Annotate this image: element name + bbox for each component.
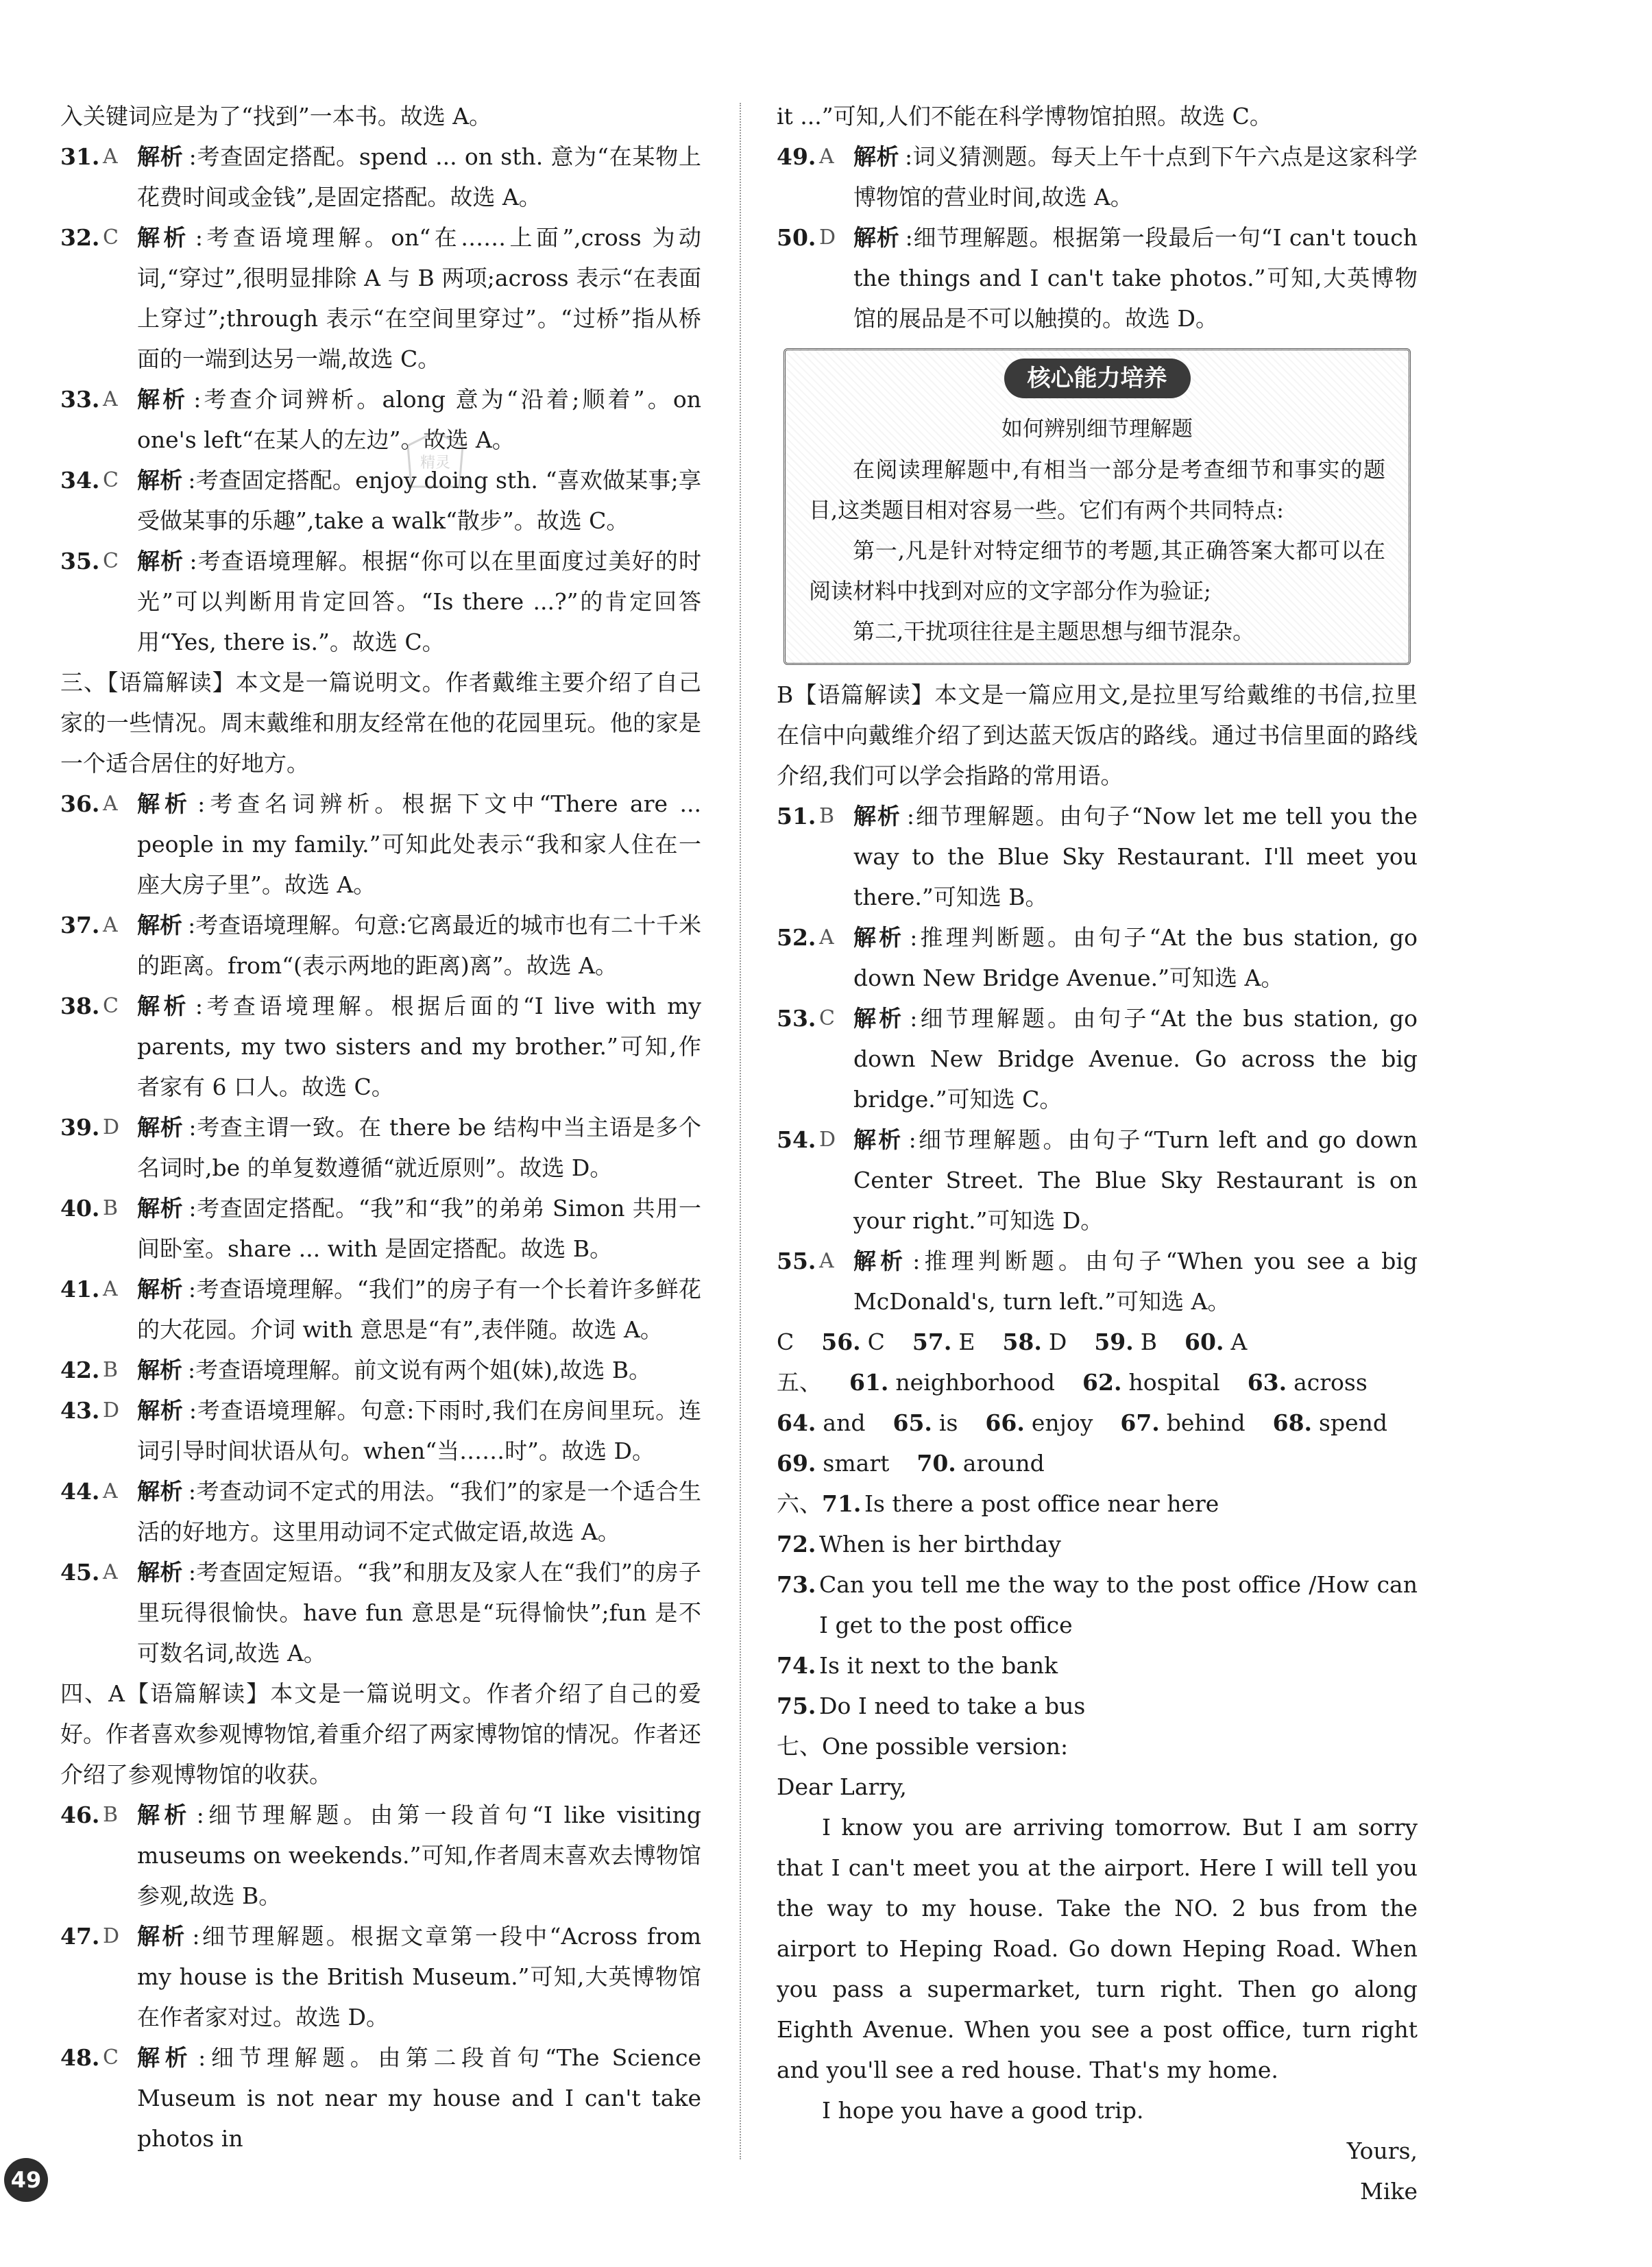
question-number: 64. <box>777 1409 816 1436</box>
explanation-label: 解析 <box>137 912 183 938</box>
explanation-text: :推理判断题。由句子“At the bus station, go down New Bridge Avenue.”可知选 A。 <box>853 924 1418 991</box>
explanation <box>137 986 701 1107</box>
short-answer <box>916 1443 1044 1483</box>
short-answer <box>849 1362 1055 1403</box>
question-item <box>60 784 701 905</box>
short-answer <box>912 1322 975 1362</box>
explanation <box>137 1269 701 1350</box>
short-answer <box>892 1403 958 1443</box>
answer-letter: D <box>103 1924 120 1948</box>
explanation-text: :考查语境理解。on“在……上面”,cross 为动词,“穿过”,很明显排除 A 与 B 两项;across 表示“在表面上穿过”;through 表示“在空间里穿过”。“过桥”指从桥面的一端到达另一端,故选 C。 <box>137 224 701 372</box>
question-number: 40. <box>60 1195 100 1222</box>
explanation-text: :考查介词辨析。along 意为“沿着;顺着”。on one's left“在某人的左边”。故选 A。 <box>137 386 702 453</box>
explanation-text: :考查名词辨析。根据下文中“There are ... people in my family.”可知此处表示“我和家人住在一座大房子里”。故选 A。 <box>137 790 702 898</box>
question-number: 50. <box>777 224 816 251</box>
answer-text: behind <box>1166 1409 1246 1436</box>
question-item <box>60 905 701 986</box>
explanation-text: :考查固定搭配。“我”和“我”的弟弟 Simon 共用一间卧室。share ... with 是固定搭配。故选 B。 <box>137 1195 702 1262</box>
question-number: 56. <box>821 1329 861 1355</box>
question-item <box>777 217 1418 339</box>
tip-badge: 核心能力培养 <box>1004 359 1191 398</box>
answer-letter: A <box>103 792 118 816</box>
short-answer <box>1248 1362 1368 1403</box>
question-number: 65. <box>892 1409 932 1436</box>
question-item <box>60 1107 701 1188</box>
right-column <box>777 96 1418 2211</box>
part3-list <box>60 784 701 1673</box>
question-number: 37. <box>60 912 100 938</box>
partB-heading: B【语篇解读】本文是一篇应用文,是拉里写给戴维的书信,拉里在信中向戴维介绍了到达蓝天饭店的路线。通过书信里面的路线介绍,我们可以学会指路的常用语。 <box>777 681 1418 789</box>
explanation-label: 解析 <box>137 1559 183 1586</box>
explanation <box>853 796 1418 917</box>
part7-heading: 七、One possible version: <box>777 1733 1069 1760</box>
question-number: 63. <box>1247 1369 1287 1396</box>
explanation <box>137 1188 701 1269</box>
question-item <box>777 796 1418 917</box>
question-item <box>60 1916 701 2037</box>
question-number: 57. <box>912 1329 952 1355</box>
question-number: 58. <box>1002 1329 1042 1355</box>
short-answer <box>777 1403 865 1443</box>
section-prefix: 六、 <box>777 1490 822 1517</box>
short-answer <box>1094 1322 1157 1362</box>
sentence-answer <box>777 1483 1418 1524</box>
explanation-text: :细节理解题。由第一段首句“I like visiting museums on weekends.”可知,作者周末喜欢去博物馆参观,故选 B。 <box>137 1802 701 1909</box>
part4b-list <box>777 136 1418 339</box>
question-number: 47. <box>60 1923 100 1950</box>
explanation-text: :细节理解题。由句子“Now let me tell you the way to the Blue Sky Restaurant. I'll meet you there.”可知选 B。 <box>853 803 1418 910</box>
answer-letter: A <box>103 1277 118 1301</box>
letter-paragraph-2: I hope you have a good trip. <box>822 2097 1144 2124</box>
explanation-text: :词义猜测题。每天上午十点到下午六点是这家科学博物馆的营业时间,故选 A。 <box>853 143 1418 210</box>
question-number: 35. <box>60 548 100 574</box>
explanation-text: :考查语境理解。句意:它离最近的城市也有二十千米的距离。from“(表示两地的距离)离”。故选 A。 <box>137 912 701 979</box>
explanation <box>137 1350 701 1390</box>
question-number: 48. <box>60 2044 100 2071</box>
question-item <box>777 998 1418 1119</box>
answer-letter: C <box>103 2046 119 2070</box>
question-number: 51. <box>777 803 816 829</box>
question-item <box>60 379 701 460</box>
explanation-label: 解析 <box>137 1397 184 1424</box>
explanation <box>137 784 701 905</box>
answer-text: hospital <box>1128 1369 1220 1396</box>
sentence-answer <box>777 1645 1418 1686</box>
answer-text: and <box>823 1409 866 1436</box>
question-number: 61. <box>849 1369 889 1396</box>
explanation <box>137 217 701 379</box>
short-answer <box>1185 1322 1247 1362</box>
explanation-text: :细节理解题。由句子“At the bus station, go down New Bridge Avenue. Go across the big bridge.”可知选 C。 <box>853 1005 1418 1113</box>
explanation-label: 解析 <box>137 548 184 574</box>
question-number: 74. <box>777 1652 816 1679</box>
letter-signature: Mike <box>1360 2178 1418 2205</box>
answer-letter: B <box>819 804 835 828</box>
explanation-text: :细节理解题。由句子“Turn left and go down Center Street. The Blue Sky Restaurant is on your right.”可知选 D。 <box>853 1126 1418 1234</box>
short-answer <box>1082 1362 1220 1403</box>
short-answer <box>985 1403 1093 1443</box>
question-number: 43. <box>60 1397 100 1424</box>
explanation-label: 解析 <box>137 386 189 413</box>
question-number: 68. <box>1272 1409 1313 1436</box>
answer-letter: A <box>819 1249 834 1273</box>
short-answer <box>821 1322 885 1362</box>
answer-text: enjoy <box>1031 1409 1093 1436</box>
answer-letter: C <box>103 549 119 573</box>
explanation-label: 解析 <box>853 1005 905 1032</box>
short-answer <box>777 1443 889 1483</box>
answer-text: Do I need to take a bus <box>819 1693 1086 1719</box>
explanation-text: :考查语境理解。根据后面的“I live with my parents, my two sisters and my brother.”可知,作者家有 6 口人。故选 C。 <box>137 993 701 1100</box>
answer-text: spend <box>1319 1409 1388 1436</box>
explanation-label: 解析 <box>137 2044 193 2071</box>
question-number: 41. <box>60 1276 100 1302</box>
answer-text: B <box>1140 1329 1158 1355</box>
continuation-line: it ...”可知,人们不能在科学博物馆拍照。故选 C。 <box>777 103 1272 130</box>
explanation <box>853 136 1418 217</box>
explanation-text: :推理判断题。由句子“When you see a big McDonald's, turn left.”可知选 A。 <box>853 1248 1418 1315</box>
answer-text: around <box>962 1450 1045 1477</box>
explanation-text: :考查固定搭配。enjoy doing sth. “喜欢做某事;享受做某事的乐趣”,take a walk“散步”。故选 C。 <box>137 467 701 534</box>
tip-line: 在阅读理解题中,有相当一部分是考查细节和事实的题目,这类题目相对容易一些。它们有两个共同特点: <box>809 457 1385 523</box>
sentence-answer <box>777 1524 1418 1564</box>
question-number: 53. <box>777 1005 816 1032</box>
question-item <box>60 541 701 662</box>
explanation-label: 解析 <box>853 803 901 829</box>
question-item <box>777 917 1418 998</box>
stamp-watermark-icon <box>394 425 476 500</box>
explanation <box>137 1107 701 1188</box>
explanation-text: :考查语境理解。句意:下雨时,我们在房间里玩。连词引导时间状语从句。when“当……时”。故选 D。 <box>137 1397 702 1464</box>
explanation-label: 解析 <box>137 1357 182 1383</box>
question-number: 54. <box>777 1126 816 1153</box>
explanation <box>137 136 701 217</box>
question-number: 69. <box>777 1450 816 1477</box>
explanation <box>853 1119 1418 1241</box>
question-item <box>60 1188 701 1269</box>
explanation <box>853 998 1418 1119</box>
partC-answers <box>777 1322 1418 1362</box>
question-number: 59. <box>1094 1329 1134 1355</box>
question-item <box>60 217 701 379</box>
answer-letter: D <box>103 1398 120 1422</box>
part4-list <box>60 1795 701 2159</box>
answer-text: is <box>938 1409 958 1436</box>
answer-text: C <box>867 1329 885 1355</box>
explanation-label: 解析 <box>137 1802 191 1828</box>
answer-letter: C <box>819 1006 835 1030</box>
answer-letter: A <box>103 145 118 169</box>
explanation <box>137 541 701 662</box>
short-answer <box>1002 1322 1067 1362</box>
explanation-text: :考查固定搭配。spend ... on sth. 意为“在某物上花费时间或金钱”,是固定搭配。故选 A。 <box>137 143 701 210</box>
explanation-label: 解析 <box>137 467 183 494</box>
question-number: 46. <box>60 1802 100 1828</box>
answer-letter: B <box>103 1196 119 1220</box>
section-prefix: 五、 <box>777 1369 822 1396</box>
question-number: 31. <box>60 143 100 170</box>
explanation <box>137 1390 701 1471</box>
question-number: 49. <box>777 143 816 170</box>
explanation-text: :考查语境理解。前文说有两个姐(妹),故选 B。 <box>188 1357 652 1383</box>
explanation-label: 解析 <box>137 1923 187 1950</box>
column-divider <box>740 103 741 2159</box>
question-item <box>60 1795 701 1916</box>
part1-list <box>60 136 701 662</box>
intro-line: 入关键词应是为了“找到”一本书。故选 A。 <box>60 103 492 130</box>
answer-letter: A <box>103 387 118 411</box>
tip-line: 第一,凡是针对特定细节的考题,其正确答案大都可以在阅读材料中找到对应的文字部分作为验证; <box>809 537 1385 604</box>
explanation-text: :考查语境理解。“我们”的房子有一个长着许多鲜花的大花园。介词 with 意思是“有”,表伴随。故选 A。 <box>137 1276 702 1343</box>
question-item <box>777 1119 1418 1241</box>
explanation-label: 解析 <box>853 924 905 951</box>
question-item <box>60 2037 701 2159</box>
question-item <box>60 136 701 217</box>
page-number: 49 <box>4 2158 48 2202</box>
answer-text: smart <box>823 1450 890 1477</box>
left-column <box>60 96 701 2159</box>
question-item <box>60 1269 701 1350</box>
watermark-text: 精灵 <box>420 454 451 472</box>
question-number: 34. <box>60 467 100 494</box>
part6-answers <box>777 1483 1418 1726</box>
tip-line: 第二,干扰项往往是主题思想与细节混杂。 <box>853 618 1255 644</box>
question-number: 75. <box>777 1693 816 1719</box>
question-item <box>60 1390 701 1471</box>
explanation <box>853 1241 1418 1322</box>
letter-closing: Yours, <box>1346 2137 1418 2164</box>
explanation-text: :考查动词不定式的用法。“我们”的家是一个适合生活的好地方。这里用动词不定式做定语,故选 A。 <box>137 1478 702 1545</box>
section-prefix: C <box>777 1329 794 1355</box>
explanation-text: :考查主谓一致。在 there be 结构中当主语是多个名词时,be 的单复数遵循“就近原则”。故选 D。 <box>137 1114 702 1181</box>
explanation-label: 解析 <box>137 1276 183 1302</box>
answer-letter: C <box>103 468 119 492</box>
question-number: 67. <box>1120 1409 1160 1436</box>
question-number: 36. <box>60 790 100 817</box>
answer-text: A <box>1230 1329 1248 1355</box>
answer-letter: A <box>819 925 834 949</box>
answer-letter: A <box>103 913 118 937</box>
answer-letter: B <box>103 1358 119 1382</box>
explanation-label: 解析 <box>137 993 190 1019</box>
explanation-label: 解析 <box>137 1478 183 1505</box>
tip-title: 如何辨别细节理解题 <box>1001 417 1193 441</box>
explanation <box>853 917 1418 998</box>
question-item <box>60 1350 701 1390</box>
answer-letter: C <box>103 226 119 250</box>
question-number: 45. <box>60 1559 100 1586</box>
question-item <box>777 136 1418 217</box>
question-item <box>60 1552 701 1673</box>
explanation <box>137 1916 701 2037</box>
question-number: 38. <box>60 993 100 1019</box>
question-item <box>60 986 701 1107</box>
question-number: 42. <box>60 1357 100 1383</box>
model-letter <box>777 1726 1418 2211</box>
answer-letter: B <box>103 1803 119 1827</box>
explanation <box>137 905 701 986</box>
explanation-label: 解析 <box>137 790 193 817</box>
part4-heading: 四、A【语篇解读】本文是一篇说明文。作者介绍了自己的爱好。作者喜欢参观博物馆,着重介绍了两家博物馆的情况。作者还介绍了参观博物馆的收获。 <box>60 1680 701 1788</box>
short-answer <box>1273 1403 1387 1443</box>
question-item <box>60 460 701 541</box>
explanation-text: :考查固定短语。“我”和朋友及家人在“我们”的房子里玩得很愉快。have fun 意思是“玩得愉快”;fun 是不可数名词,故选 A。 <box>137 1559 702 1666</box>
letter-greeting: Dear Larry, <box>777 1773 907 1800</box>
partB-list <box>777 796 1418 1322</box>
answer-letter: D <box>819 1128 836 1152</box>
explanation-label: 解析 <box>853 143 899 170</box>
tip-box <box>784 348 1411 665</box>
explanation <box>853 217 1418 339</box>
answer-letter: C <box>103 994 119 1018</box>
question-number: 66. <box>985 1409 1025 1436</box>
explanation-text: :细节理解题。由第二段首句“The Science Museum is not near my house and I can't take photos in <box>137 2044 702 2152</box>
sentence-answer <box>777 1564 1418 1645</box>
explanation <box>137 1471 701 1552</box>
explanation <box>137 2037 701 2159</box>
question-number: 62. <box>1082 1369 1122 1396</box>
explanation-label: 解析 <box>137 143 184 170</box>
answer-text: E <box>958 1329 975 1355</box>
answer-letter: A <box>103 1560 118 1584</box>
answer-letter: A <box>819 145 834 169</box>
answer-text: Is there a post office near here <box>864 1490 1219 1517</box>
answer-text: across <box>1293 1369 1368 1396</box>
explanation <box>137 1552 701 1673</box>
short-answer <box>1120 1403 1245 1443</box>
question-number: 39. <box>60 1114 100 1141</box>
answer-letter: D <box>819 226 836 250</box>
explanation-label: 解析 <box>137 1195 184 1222</box>
part5-answers <box>777 1362 1418 1483</box>
question-item <box>777 1241 1418 1322</box>
question-item <box>60 1471 701 1552</box>
question-number: 52. <box>777 924 816 951</box>
answer-text: Can you tell me the way to the post office /How can I get to the post office <box>819 1571 1418 1638</box>
question-number: 55. <box>777 1248 816 1274</box>
explanation-label: 解析 <box>853 1248 908 1274</box>
explanation-label: 解析 <box>137 224 190 251</box>
answer-text: Is it next to the bank <box>819 1652 1058 1679</box>
explanation <box>137 1795 701 1916</box>
explanation-label: 解析 <box>853 224 900 251</box>
explanation-text: :考查语境理解。根据“你可以在里面度过美好的时光”可以判断用肯定回答。“Is there ...?”的肯定回答用“Yes, there is.”。故选 C。 <box>137 548 701 655</box>
explanation-text: :细节理解题。根据文章第一段中“Across from my house is the British Museum.”可知,大英博物馆在作者家对过。故选 D。 <box>137 1923 702 2030</box>
explanation-label: 解析 <box>853 1126 903 1153</box>
question-number: 71. <box>822 1490 862 1517</box>
explanation-text: :细节理解题。根据第一段最后一句“I can't touch the things and I can't take photos.”可知,大英博物馆的展品是不可以触摸的。故选 D。 <box>853 224 1418 332</box>
part3-heading: 三、【语篇解读】本文是一篇说明文。作者戴维主要介绍了自己家的一些情况。周末戴维和朋友经常在他的花园里玩。他的家是一个适合居住的好地方。 <box>60 669 701 777</box>
explanation-label: 解析 <box>137 1114 184 1141</box>
answer-letter: A <box>103 1479 118 1503</box>
answer-text: neighborhood <box>895 1369 1056 1396</box>
question-number: 60. <box>1185 1329 1224 1355</box>
question-number: 33. <box>60 386 100 413</box>
sentence-answer <box>777 1686 1418 1726</box>
answer-text: D <box>1048 1329 1067 1355</box>
question-number: 72. <box>777 1531 816 1557</box>
answer-letter: D <box>103 1115 120 1139</box>
question-number: 32. <box>60 224 100 251</box>
letter-paragraph-1: I know you are arriving tomorrow. But I am sorry that I can't meet you at the airport. Here I will tell you the way to my house. Take the NO. 2 bus from the airport to Heping Road. Go down Heping Road. When you pass a supermarket, turn right. Then go along Eighth Avenue. When you see a post office, turn right and you'll see a red house. That's my home. <box>777 1814 1418 2083</box>
question-number: 44. <box>60 1478 100 1505</box>
question-number: 73. <box>777 1571 816 1598</box>
question-number: 70. <box>916 1450 956 1477</box>
answer-text: When is her birthday <box>819 1531 1061 1557</box>
